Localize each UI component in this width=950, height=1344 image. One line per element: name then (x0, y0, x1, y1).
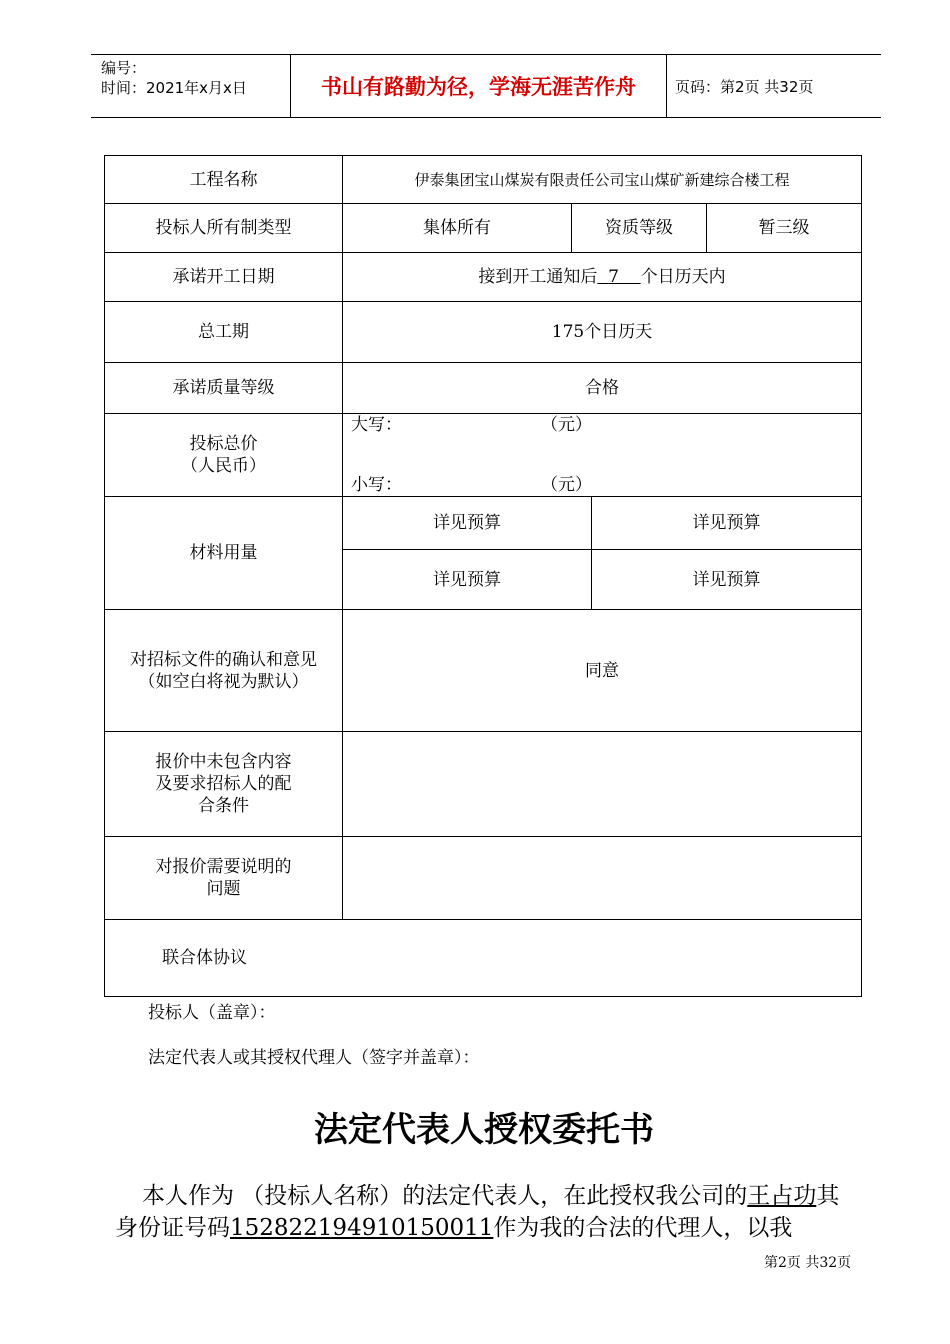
ownership-value: 集体所有 (343, 204, 572, 253)
qualification-label: 资质等级 (572, 204, 707, 253)
letter-paragraph: 本人作为 （投标人名称）的法定代表人，在此授权我公司的王占功其身份证号码152822194910150011作为我的合法的代理人，以我 (115, 1183, 840, 1241)
material-cell: 详见预算 (343, 550, 592, 610)
project-name-label: 工程名称 (105, 156, 343, 204)
start-days: 7 (608, 267, 619, 287)
table-row (105, 363, 862, 414)
id-number: 152822194910150011 (230, 1215, 494, 1241)
price-lower-row: 小写： （元） (351, 475, 592, 495)
material-cell: 详见预算 (592, 550, 862, 610)
table-row (105, 156, 862, 204)
confirm-label: 对招标文件的确认和意见 （如空白将视为默认） (105, 610, 343, 732)
table-row (105, 837, 862, 920)
table-row (105, 414, 862, 497)
price-label: 投标总价 （人民币） (105, 414, 343, 497)
page-header (91, 54, 881, 118)
footer-page-number: 第2页 共32页 (764, 1255, 852, 1271)
serial-label: 编号： (101, 59, 147, 77)
price-value-cell (343, 414, 862, 497)
duration-value: 175个日历天 (343, 302, 862, 363)
material-label: 材料用量 (105, 497, 343, 610)
representative-sign-label: 法定代表人或其授权代理人（签字并盖章）： (148, 1048, 480, 1068)
table-row (105, 253, 862, 302)
material-cell: 详见预算 (592, 497, 862, 550)
qualification-value: 暂三级 (707, 204, 862, 253)
letter-title: 法定代表人授权委托书 (314, 1110, 654, 1150)
confirm-value: 同意 (343, 610, 862, 732)
table-row (105, 732, 862, 837)
header-meta (91, 55, 291, 117)
header-page-number: 页码：第2页 共32页 (675, 77, 814, 96)
agent-name: 王占功 (747, 1183, 817, 1209)
project-name-value: 伊泰集团宝山煤炭有限责任公司宝山煤矿新建综合楼工程 (343, 156, 862, 204)
table-row (105, 920, 862, 997)
table-row (105, 610, 862, 732)
ownership-label: 投标人所有制类型 (105, 204, 343, 253)
duration-label: 总工期 (105, 302, 343, 363)
consortium-label: 联合体协议 (105, 920, 862, 997)
start-prefix: 接到开工通知后 (478, 267, 598, 287)
quality-label: 承诺质量等级 (105, 363, 343, 414)
start-suffix: 个日历天内 (640, 267, 726, 287)
table-row (105, 204, 862, 253)
notes-label: 对报价需要说明的 问题 (105, 837, 343, 920)
notes-value (343, 837, 862, 920)
price-upper-row: 大写： （元） (351, 415, 592, 435)
table-row (105, 497, 862, 550)
start-date-label: 承诺开工日期 (105, 253, 343, 302)
time-label: 时间：2021年x月x日 (101, 79, 247, 97)
material-cell: 详见预算 (343, 497, 592, 550)
header-slogan: 书山有路勤为径，学海无涯苦作舟 (291, 55, 667, 117)
start-date-value (343, 253, 862, 302)
excluded-value (343, 732, 862, 837)
excluded-label: 报价中未包含内容 及要求招标人的配 合条件 (105, 732, 343, 837)
bid-form-table (104, 155, 862, 997)
bidder-seal-label: 投标人（盖章）： (148, 1003, 276, 1023)
table-row (105, 302, 862, 363)
quality-value: 合格 (343, 363, 862, 414)
